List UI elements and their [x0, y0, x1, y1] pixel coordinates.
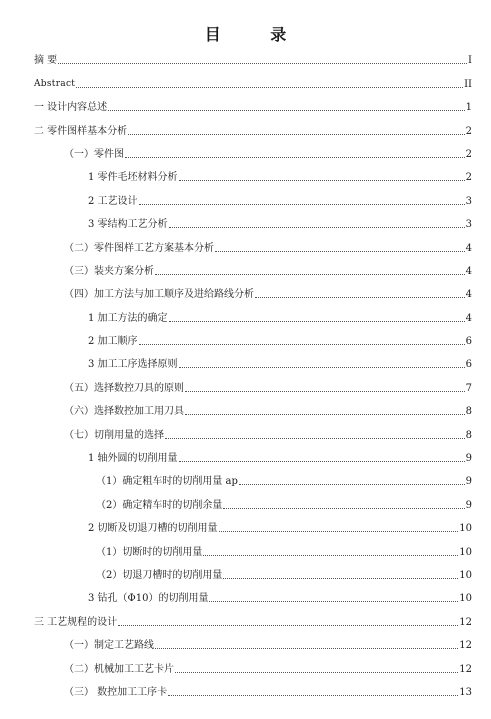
toc-entry[interactable] — [0, 44, 491, 67]
toc-entry-label: （三） 数控加工工序卡 — [64, 686, 168, 698]
toc-dot-leader — [215, 251, 465, 252]
toc-entry-page-number: II — [464, 78, 472, 90]
toc-dot-leader — [209, 601, 458, 602]
toc-entry-label: （二）机械加工工艺卡片 — [64, 663, 174, 675]
toc-entry-page-number: 8 — [465, 429, 472, 441]
toc-dot-leader — [168, 695, 458, 696]
toc-dot-leader — [255, 297, 465, 298]
toc-entry-label: （七）切削用量的选择 — [64, 429, 164, 441]
toc-entry-label: 2 加工顺序 — [88, 336, 138, 348]
toc-entry[interactable] — [0, 91, 491, 114]
toc-entry-label: 三 工艺规程的设计 — [34, 616, 118, 628]
toc-dot-leader — [219, 531, 459, 532]
toc-dot-leader — [179, 180, 465, 181]
toc-dot-leader — [76, 87, 463, 88]
toc-entry-page-number: 2 — [465, 172, 472, 184]
toc-entry-page-number: 10 — [459, 523, 472, 535]
toc-entry[interactable] — [0, 278, 491, 301]
toc-entry[interactable] — [0, 629, 491, 652]
toc-dot-leader — [203, 555, 458, 556]
toc-entry-label: （一）制定工艺路线 — [64, 640, 154, 652]
toc-entry-page-number: 2 — [465, 125, 472, 137]
toc-dot-leader — [185, 414, 465, 415]
toc-entry[interactable] — [0, 652, 491, 675]
toc-entry[interactable] — [0, 67, 491, 90]
toc-entry[interactable] — [0, 465, 491, 488]
toc-entry-page-number: 6 — [465, 359, 472, 371]
toc-dot-leader — [139, 344, 465, 345]
toc-dot-leader — [128, 134, 464, 135]
toc-entry-label: （2）切退刀槽时的切削用量 — [96, 569, 223, 581]
toc-entry-label: 3 钻孔（Φ10）的切削用量 — [88, 593, 209, 605]
toc-entry-label: （2）确定精车时的切削余量 — [96, 499, 223, 511]
toc-entry-label: 1 零件毛坯材料分析 — [88, 172, 178, 184]
toc-entry-label: （1）确定粗车时的切削用量 ap — [96, 476, 238, 488]
toc-entry[interactable] — [0, 325, 491, 348]
toc-entry-page-number: 12 — [459, 663, 472, 675]
toc-title: 目 录 — [204, 25, 309, 44]
toc-dot-leader — [58, 63, 467, 64]
toc-entry-page-number: 3 — [465, 195, 472, 207]
toc-dot-leader — [169, 321, 465, 322]
toc-entry-page-number: 4 — [465, 312, 472, 324]
toc-entry-label: （一）零件图 — [64, 148, 124, 160]
toc-dot-leader — [125, 157, 465, 158]
toc-dot-leader — [179, 461, 465, 462]
toc-entry-label: 1 轴外圆的切削用量 — [88, 453, 178, 465]
toc-entry-label: 一 设计内容总述 — [34, 102, 108, 114]
toc-entry-page-number: 3 — [465, 219, 472, 231]
toc-entry[interactable] — [0, 114, 491, 137]
toc-entry-label: 2 切断及切退刀槽的切削用量 — [88, 523, 218, 535]
toc-entry[interactable] — [0, 535, 491, 558]
toc-entry[interactable] — [0, 442, 491, 465]
toc-entry-page-number: 10 — [459, 569, 472, 581]
toc-entry[interactable] — [0, 488, 491, 511]
toc-entry-label: 2 工艺设计 — [88, 195, 138, 207]
toc-entry-label: 3 加工工序选择原则 — [88, 359, 178, 371]
toc-entry[interactable] — [0, 512, 491, 535]
toc-entry-label: （四）加工方法与加工顺序及进给路线分析 — [64, 289, 254, 301]
toc-entry[interactable] — [0, 582, 491, 605]
toc-entry[interactable] — [0, 255, 491, 278]
toc-dot-leader — [155, 648, 458, 649]
toc-entry-page-number: 12 — [459, 640, 472, 652]
toc-entry-label: 3 零结构工艺分析 — [88, 219, 168, 231]
toc-entry[interactable] — [0, 371, 491, 394]
toc-entry[interactable] — [0, 395, 491, 418]
toc-entry-page-number: 4 — [465, 242, 472, 254]
toc-entry-page-number: 9 — [465, 476, 472, 488]
toc-entry-page-number: 4 — [465, 265, 472, 277]
toc-entry-page-number: 1 — [465, 102, 472, 114]
toc-entry[interactable] — [0, 605, 491, 628]
toc-entry-label: （三）装夹方案分析 — [64, 265, 154, 277]
toc-entry[interactable] — [0, 676, 491, 699]
toc-entry[interactable] — [0, 231, 491, 254]
toc-dot-leader — [175, 672, 458, 673]
toc-entry-label: （五）选择数控刀具的原则 — [64, 382, 184, 394]
toc-entry-page-number: 8 — [465, 406, 472, 418]
toc-dot-leader — [155, 274, 465, 275]
toc-dot-leader — [223, 508, 464, 509]
toc-dot-leader — [223, 578, 458, 579]
toc-entry[interactable] — [0, 161, 491, 184]
toc-entry-label: 1 加工方法的确定 — [88, 312, 168, 324]
toc-entry-page-number: 6 — [465, 336, 472, 348]
toc-dot-leader — [108, 110, 464, 111]
toc-entry-label: 二 零件图样基本分析 — [34, 125, 128, 137]
toc-dot-leader — [169, 227, 465, 228]
toc-entry-page-number: 9 — [465, 453, 472, 465]
toc-entry[interactable] — [0, 559, 491, 582]
toc-entry-page-number: 12 — [459, 616, 472, 628]
toc-entry-label: 摘 要 — [34, 55, 58, 67]
toc-entry-label: （六）选择数控加工用刀具 — [64, 406, 184, 418]
toc-entry[interactable] — [0, 208, 491, 231]
toc-dot-leader — [165, 438, 465, 439]
toc-entry-page-number: 10 — [459, 546, 472, 558]
toc-entry-page-number: 7 — [465, 382, 472, 394]
toc-entry-page-number: 13 — [459, 686, 472, 698]
toc-entry-page-number: I — [468, 55, 472, 67]
toc-entry-label: （二）零件图样工艺方案基本分析 — [64, 242, 214, 254]
toc-list — [0, 44, 491, 699]
toc-entry-page-number: 10 — [459, 593, 472, 605]
toc-dot-leader — [139, 204, 465, 205]
toc-entry-page-number: 9 — [465, 499, 472, 511]
toc-entry-label: （1）切断时的切削用量 — [96, 546, 203, 558]
toc-dot-leader — [118, 625, 458, 626]
toc-dot-leader — [185, 391, 465, 392]
toc-entry-page-number: 2 — [465, 148, 472, 160]
toc-entry[interactable] — [0, 418, 491, 441]
toc-entry[interactable] — [0, 301, 491, 324]
toc-entry[interactable] — [0, 138, 491, 161]
toc-dot-leader — [179, 367, 465, 368]
toc-entry-label: Abstract — [34, 78, 76, 89]
toc-entry[interactable] — [0, 348, 491, 371]
toc-entry-page-number: 4 — [465, 289, 472, 301]
toc-dot-leader — [239, 484, 465, 485]
toc-entry[interactable] — [0, 184, 491, 207]
